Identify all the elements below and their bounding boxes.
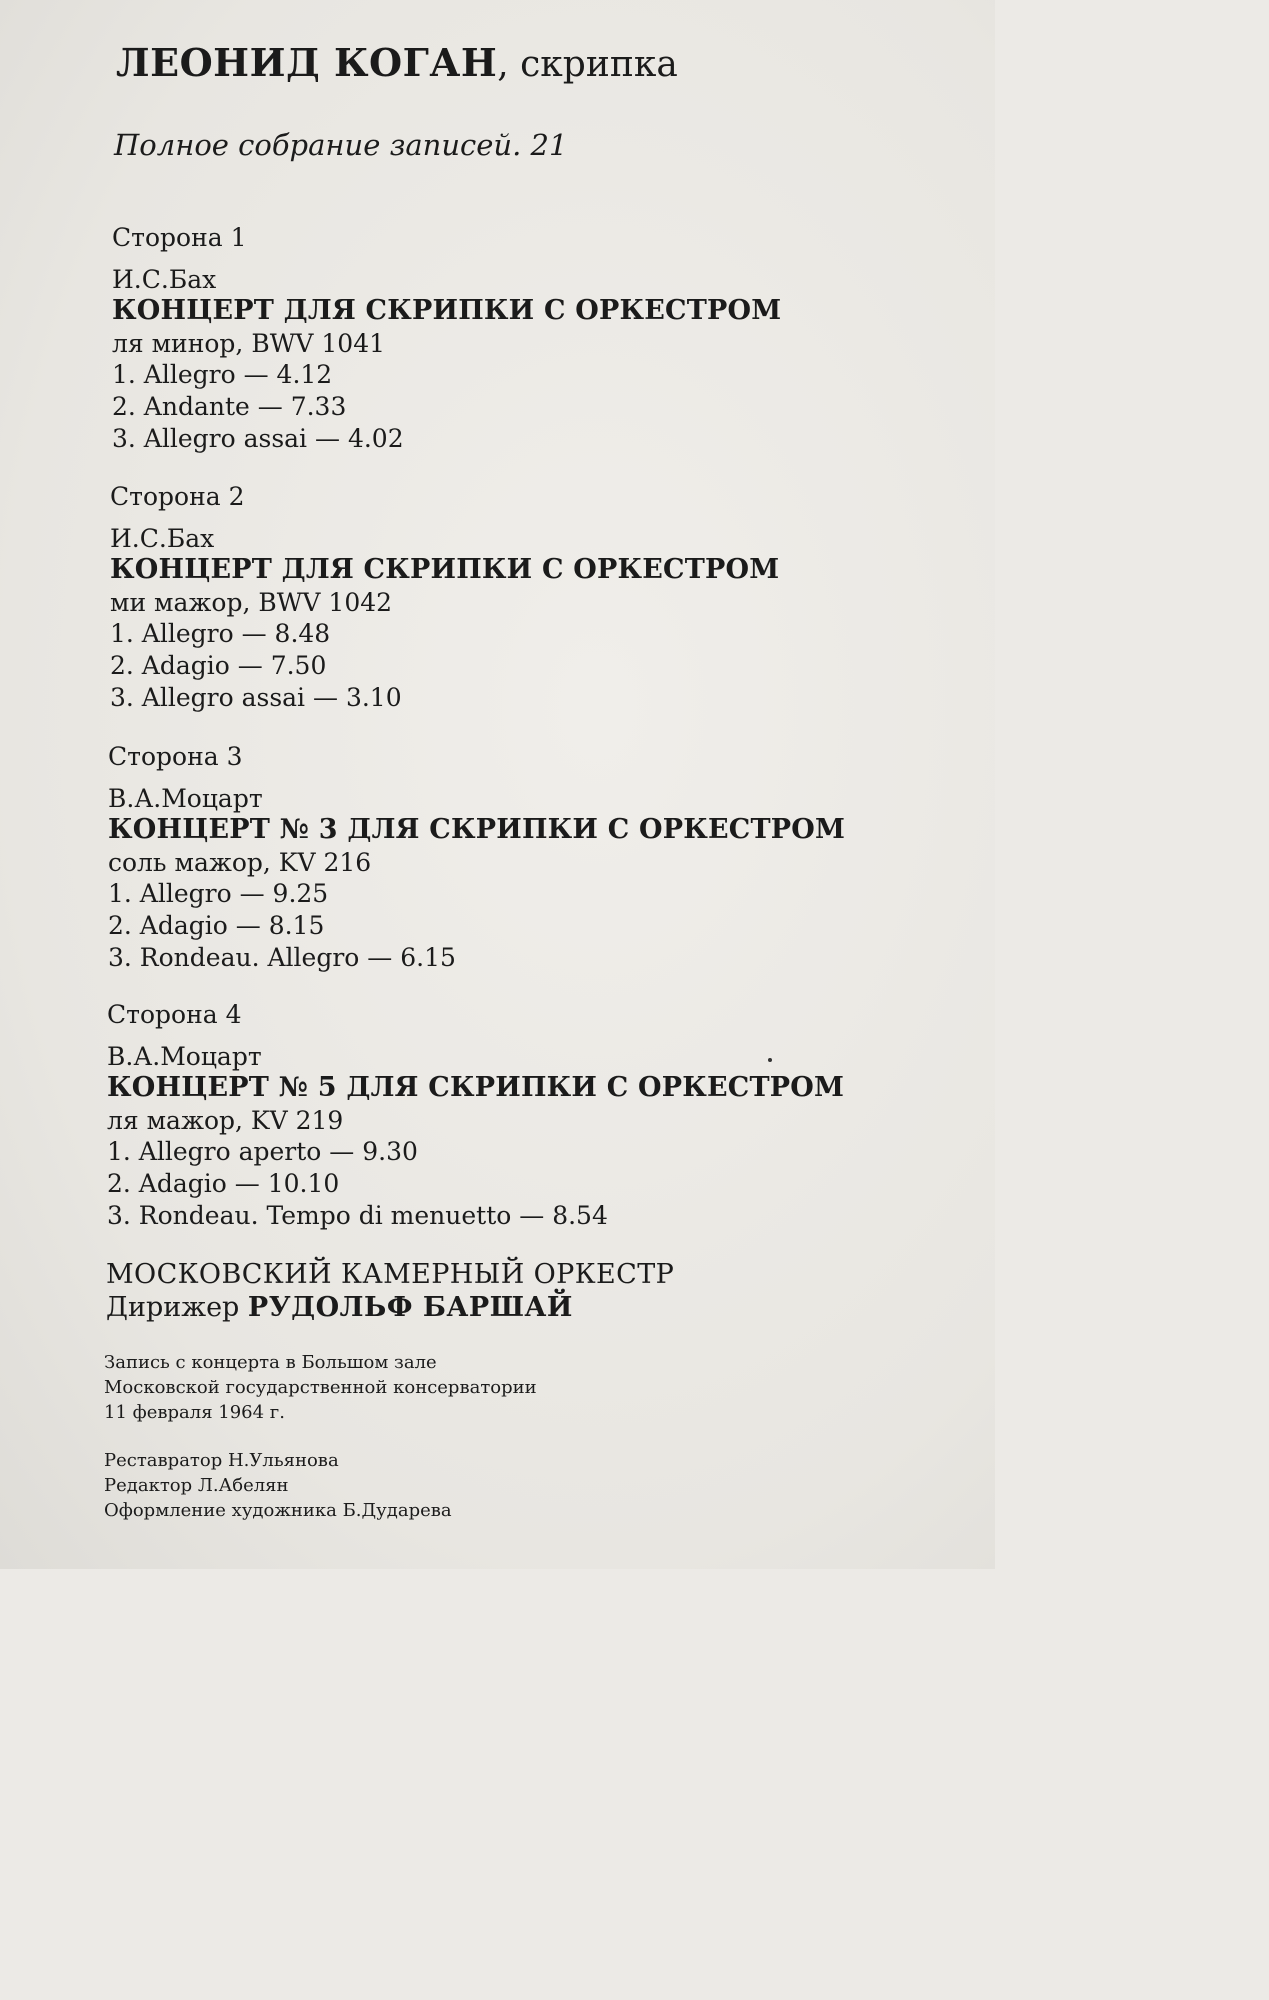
movement-item: 2. Adagio — 10.10 bbox=[107, 1169, 340, 1198]
work-title: КОНЦЕРТ № 3 ДЛЯ СКРИПКИ С ОРКЕСТРОМ bbox=[108, 814, 846, 845]
composer: И.С.Бах bbox=[112, 265, 217, 294]
movement-item: 3. Rondeau. Allegro — 6.15 bbox=[108, 943, 456, 972]
work-key: соль мажор, KV 216 bbox=[108, 848, 372, 877]
side-label: Сторона 1 bbox=[112, 223, 247, 252]
work-key: ля минор, BWV 1041 bbox=[112, 329, 386, 358]
page-title bbox=[116, 40, 678, 85]
conductor-name: РУДОЛЬФ БАРШАЙ bbox=[247, 1292, 573, 1323]
side-label: Сторона 3 bbox=[108, 742, 243, 771]
staff-line: Редактор Л.Абелян bbox=[104, 1475, 289, 1496]
composer: В.А.Моцарт bbox=[107, 1042, 262, 1071]
note-line: 11 февраля 1964 г. bbox=[104, 1402, 285, 1423]
work-key: ми мажор, BWV 1042 bbox=[110, 588, 393, 617]
side-label: Сторона 4 bbox=[107, 1000, 242, 1029]
staff-credits bbox=[104, 1448, 452, 1523]
note-line: Запись с концерта в Большом зале bbox=[104, 1352, 437, 1373]
composer: В.А.Моцарт bbox=[108, 784, 263, 813]
movement-item: 2. Adagio — 8.15 bbox=[108, 911, 325, 940]
orchestra-name: МОСКОВСКИЙ КАМЕРНЫЙ ОРКЕСТР bbox=[106, 1259, 675, 1290]
note-line: Московской государственной консерватории bbox=[104, 1377, 537, 1398]
movement-item: 2. Andante — 7.33 bbox=[112, 392, 347, 421]
performers-block bbox=[106, 1258, 946, 1324]
conductor-label: Дирижер bbox=[106, 1292, 240, 1323]
conductor-line bbox=[106, 1291, 946, 1324]
side-1-block bbox=[112, 222, 932, 455]
movement-item: 1. Allegro aperto — 9.30 bbox=[107, 1137, 418, 1166]
work-key: ля мажор, KV 219 bbox=[107, 1106, 344, 1135]
composer: И.С.Бах bbox=[110, 524, 215, 553]
movement-item: 2. Adagio — 7.50 bbox=[110, 651, 327, 680]
movement-item: 1. Allegro — 4.12 bbox=[112, 360, 333, 389]
movement-item: 3. Allegro assai — 3.10 bbox=[110, 683, 402, 712]
movement-item: 1. Allegro — 9.25 bbox=[108, 879, 329, 908]
work-title: КОНЦЕРТ ДЛЯ СКРИПКИ С ОРКЕСТРОМ bbox=[110, 554, 780, 585]
side-4-block bbox=[107, 999, 927, 1232]
artist-name: ЛЕОНИД КОГАН bbox=[116, 40, 498, 85]
artist-instrument: , скрипка bbox=[497, 44, 678, 85]
movement-item: 3. Rondeau. Tempo di menuetto — 8.54 bbox=[107, 1201, 608, 1230]
movement-item: 3. Allegro assai — 4.02 bbox=[112, 424, 404, 453]
recording-note bbox=[104, 1350, 537, 1425]
side-label: Сторона 2 bbox=[110, 482, 245, 511]
side-3-block bbox=[108, 741, 928, 974]
paper-speck bbox=[768, 1058, 772, 1062]
staff-line: Оформление художника Б.Дударева bbox=[104, 1500, 452, 1521]
work-title: КОНЦЕРТ ДЛЯ СКРИПКИ С ОРКЕСТРОМ bbox=[112, 295, 782, 326]
movement-item: 1. Allegro — 8.48 bbox=[110, 619, 331, 648]
staff-line: Реставратор Н.Ульянова bbox=[104, 1450, 339, 1471]
side-2-block bbox=[110, 481, 930, 714]
work-title: КОНЦЕРТ № 5 ДЛЯ СКРИПКИ С ОРКЕСТРОМ bbox=[107, 1072, 845, 1103]
series-subtitle: Полное собрание записей. 21 bbox=[114, 128, 568, 162]
